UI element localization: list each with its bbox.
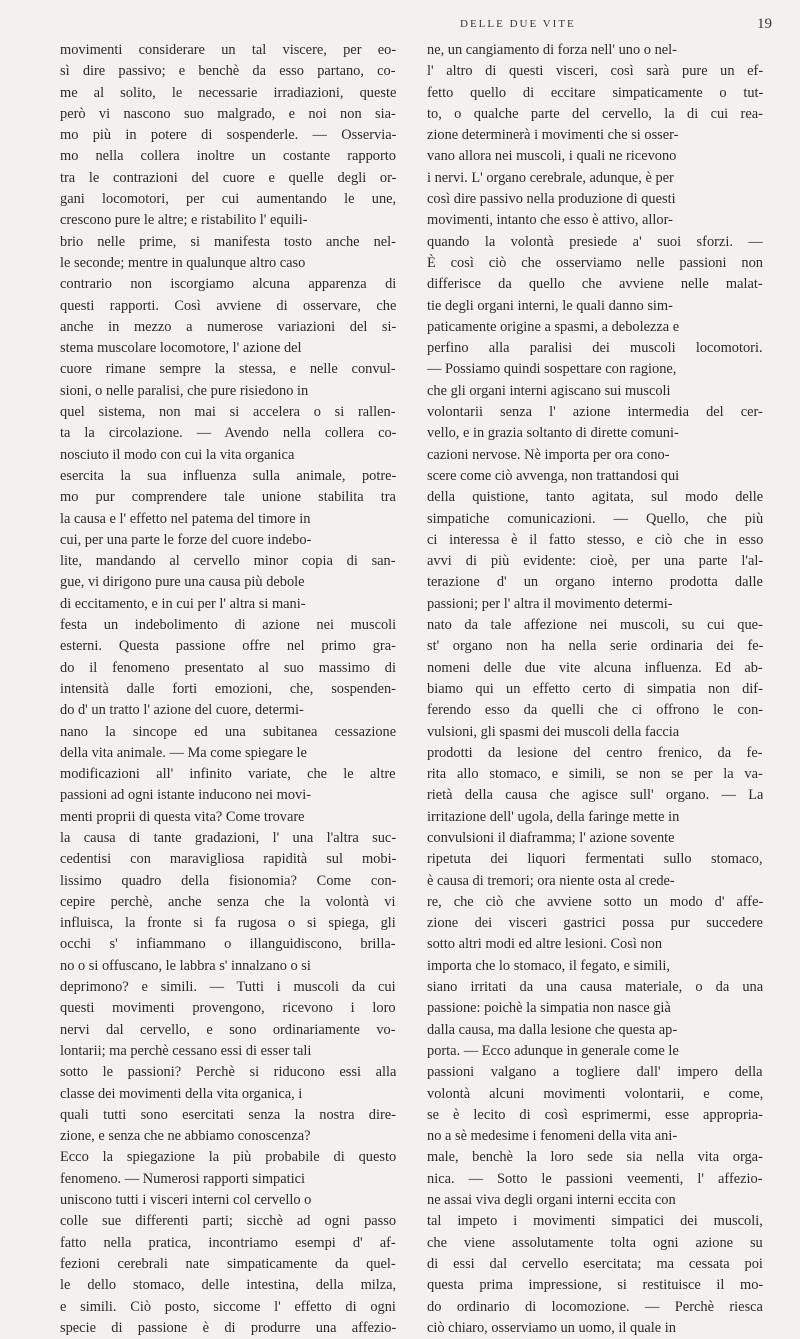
text-line: di eccitamento, e in cui per l' altra si mani- xyxy=(60,595,306,612)
text-line: dalla causa, ma dalla lesione che questa ap- xyxy=(427,1021,678,1038)
text-line: tra le contrazioni del cuore e quelle degli or- xyxy=(60,169,396,186)
text-line: nato da tale affezione nei muscoli, su cui que- xyxy=(427,617,763,634)
text-line: no a sè medesime i fenomeni della vita ani- xyxy=(427,1128,678,1145)
text-line: mo più in potere di sospenderle. — Osservia- xyxy=(60,127,396,144)
text-line: vulsioni, gli spasmi dei muscoli della faccia xyxy=(427,723,680,740)
text-line: modificazioni all' infinito variate, che le altre xyxy=(60,766,396,783)
text-line: cedentisi con maravigliosa rapidità sul mobi- xyxy=(60,851,396,868)
text-line: mo pur comprendere tale unione stabilita tra xyxy=(60,489,396,506)
text-line: fatto nella pratica, incontriamo esempi d' af- xyxy=(60,1234,396,1251)
text-line: nosciuto il modo con cui la vita organica xyxy=(60,446,295,463)
text-line: paticamente origine a spasmi, a debolezza e xyxy=(427,318,680,335)
text-line: simpatiche comunicazioni. — Quello, che più xyxy=(427,510,763,527)
text-line: colle sue differenti parti; sicchè ad ogni passo xyxy=(60,1213,396,1230)
text-line: contrario non iscorgiamo alcuna apparenza di xyxy=(60,276,396,293)
text-line: nano la sincope ed una subitanea cessazione xyxy=(60,723,396,740)
text-line: lissimo quadro della fisionomia? Come con- xyxy=(60,872,396,889)
text-line: menti proprii di questa vita? Come trovare xyxy=(60,808,305,825)
text-line: vano allora nei muscoli, i quali ne ricevono xyxy=(427,148,677,165)
text-line: tal impeto i movimenti simpatici dei muscoli, xyxy=(427,1213,763,1230)
text-line: la causa e l' effetto nel patema del timore in xyxy=(60,510,311,527)
text-line: sotto le passioni? Perchè si riducono essi alla xyxy=(60,1064,396,1081)
text-line: questa prima impressione, si restituisce il mo- xyxy=(427,1277,763,1294)
text-line: questi rapporti. Così avviene di osservare, che xyxy=(60,297,396,314)
running-title: DELLE DUE VITE xyxy=(460,18,576,30)
text-line: le dello stomaco, delle intestina, della milza, xyxy=(60,1277,396,1294)
text-line: ne assai viva degli organi interni eccita con xyxy=(427,1192,676,1209)
text-line: vello, e in grazia soltanto di dirette comuni- xyxy=(427,425,679,442)
text-line: mo nella collera inoltre un costante rapporto xyxy=(60,148,396,165)
text-line: rietà della causa che agisce sull' organo. — La xyxy=(427,787,763,804)
right-column xyxy=(427,40,763,1339)
text-line: così dire passivo nella produzione di questi xyxy=(427,191,676,208)
text-line: classe dei movimenti della vita organica, i xyxy=(60,1085,303,1102)
text-line: questi movimenti provengono, ricevono i loro xyxy=(60,1000,396,1017)
text-line: che viene assolutamente tolta ogni azione su xyxy=(427,1234,763,1251)
text-line: avvi di più evidente: cioè, per una parte l'al- xyxy=(427,553,763,570)
text-line: fezioni cerebrali nate simpaticamente da quel- xyxy=(60,1255,396,1272)
text-line: differisce da quello che avviene nelle malat- xyxy=(427,276,763,293)
text-line: do il fenomeno presentato al suo massimo di xyxy=(60,659,396,676)
text-line: i nervi. L' organo cerebrale, adunque, è per xyxy=(427,169,674,186)
text-line: gani locomotori, per cui aumentando le une, xyxy=(60,191,396,208)
text-line: della quistione, tanto agitata, sul modo delle xyxy=(427,489,763,506)
text-line: porta. — Ecco adunque in generale come le xyxy=(427,1042,679,1059)
text-line: sì dire passivo; e benchè da esso partano, co- xyxy=(60,63,396,80)
text-line: intensità dalle forti emozioni, che, sospenden- xyxy=(60,680,396,697)
text-line: passioni ad ogni istante inducono nei movi- xyxy=(60,787,311,804)
text-line: nomeni delle due vite alcuna influenza. Ed ab- xyxy=(427,659,763,676)
text-line: però vi nascono suo malgrado, e noi non sia- xyxy=(60,105,396,122)
running-head xyxy=(60,10,780,40)
text-line: scere come ciò avvenga, non trattandosi qui xyxy=(427,467,680,484)
text-line: irritazione dell' ugola, della faringe mette in xyxy=(427,808,680,825)
text-line: influisca, la fronte si fa rugosa o si spiega, gli xyxy=(60,915,396,932)
text-line: nervi dal cervello, e sono ordinariamente vo- xyxy=(60,1021,396,1038)
text-line: esercita la sua influenza sulla animale, potre- xyxy=(60,467,396,484)
text-line: la causa di tante gradazioni, l' una l'altra suc- xyxy=(60,829,396,846)
text-line: quali tutti sono esercitati senza la nostra dire- xyxy=(60,1106,396,1123)
text-line: e simili. Ciò posto, siccome l' effetto di ogni xyxy=(60,1298,396,1315)
text-line: volontarii senza l' azione intermedia del cer- xyxy=(427,404,763,421)
text-line: re, che ciò che avviene sotto un modo d' affe- xyxy=(427,893,763,910)
text-line: brio nelle prime, si manifesta tosto anche nel- xyxy=(60,233,396,250)
text-line: rita allo stomaco, e simili, se non se per la va- xyxy=(427,766,763,783)
text-line: zione dei visceri gastrici possa pur succedere xyxy=(427,915,763,932)
text-line: deprimono? e simili. — Tutti i muscoli da cui xyxy=(60,979,396,996)
text-line: che gli organi interni agiscano sui muscoli xyxy=(427,382,671,399)
text-line: cuore rimane sempre la stessa, e nelle convul- xyxy=(60,361,396,378)
text-line: fetto quello di eccitare simpaticamente o tut- xyxy=(427,84,763,101)
text-line: passioni; per l' altra il movimento determi- xyxy=(427,595,673,612)
text-line: quando la volontà presiede a' suoi sforzi. — xyxy=(427,233,763,250)
text-line: quel sistema, non mai si accelera o si rallen- xyxy=(60,404,396,421)
text-line: terazione d' un organo interno prodotta dalle xyxy=(427,574,763,591)
text-line: occhi s' infiammano o illanguidiscono, brilla- xyxy=(60,936,396,953)
text-line: siano irritati da una causa materiale, o da una xyxy=(427,979,763,996)
text-line: prodotti da lesione del centro frenico, da fe- xyxy=(427,744,763,761)
text-line: cui, per una parte le forze del cuore indebo- xyxy=(60,531,312,548)
text-line: cepire perchè, anche senza che la volontà vi xyxy=(60,893,396,910)
page-number: 19 xyxy=(757,16,772,32)
text-line: È così ciò che osserviamo nelle passioni non xyxy=(427,254,763,271)
text-line: male, benchè la loro sede sia nella vita orga- xyxy=(427,1149,763,1166)
text-line: sioni, o nelle paralisi, che pure risiedono in xyxy=(60,382,309,399)
text-line: specie di passione è di produrre una affezio- xyxy=(60,1319,396,1336)
text-line: lontarii; ma perchè cessano essi di esser tali xyxy=(60,1042,312,1059)
text-line: passione: poichè la simpatia non nasce già xyxy=(427,1000,671,1017)
text-line: zione, e senza che ne abbiamo conoscenza? xyxy=(60,1128,311,1145)
text-line: della vita animale. — Ma come spiegare le xyxy=(60,744,307,761)
text-line: stema muscolare locomotore, l' azione del xyxy=(60,340,302,357)
text-line: anche in mezzo a numerose variazioni del si- xyxy=(60,318,396,335)
text-line: ferendo esso da quelli che ci offrono le con- xyxy=(427,702,763,719)
text-line: tie degli organi interni, le quali danno sim- xyxy=(427,297,673,314)
text-line: convulsioni il diaframma; l' azione sovente xyxy=(427,829,675,846)
text-line: esterni. Questa passione offre nel primo gra- xyxy=(60,638,396,655)
text-line: ta la circolazione. — Avendo nella collera co- xyxy=(60,425,396,442)
text-columns xyxy=(60,40,780,1336)
text-line: no o si offuscano, le labbra s' innalzano o si xyxy=(60,957,311,974)
text-line: perfino alla paralisi dei muscoli locomotori. xyxy=(427,340,763,357)
text-line: le seconde; mentre in qualunque altro caso xyxy=(60,254,306,271)
text-line: uniscono tutti i visceri interni col cervello o xyxy=(60,1192,312,1209)
text-line: cazioni nervose. Nè importa per ora cono- xyxy=(427,446,670,463)
text-line: movimenti considerare un tal viscere, per eo- xyxy=(60,42,396,58)
text-line: è causa di tremori; ora niente osta al crede- xyxy=(427,872,675,889)
text-line: fenomeno. — Numerosi rapporti simpatici xyxy=(60,1170,305,1187)
text-line: Ecco la spiegazione la più probabile di questo xyxy=(60,1149,396,1166)
text-line: di essi dal cervello esercitata; ma cessata poi xyxy=(427,1255,763,1272)
text-line: ne, un cangiamento di forza nell' uno o nel- xyxy=(427,42,677,58)
text-line: me al solito, le necessarie irradiazioni, queste xyxy=(60,84,396,101)
text-line: importa che lo stomaco, il fegato, e simili, xyxy=(427,957,670,974)
text-line: passioni valgano a togliere dall' impero della xyxy=(427,1064,763,1081)
text-line: l' altro di questi visceri, così sarà pure un ef- xyxy=(427,63,763,80)
text-line: volontà alcuni movimenti volontarii, e come, xyxy=(427,1085,763,1102)
text-line: crescono pure le altre; e ristabilito l' equili- xyxy=(60,212,308,229)
text-line: biamo qui un effetto certo di simpatia non dif- xyxy=(427,680,763,697)
text-line: sotto altri modi ed altre lesioni. Così non xyxy=(427,936,663,953)
text-line: movimenti, intanto che esso è attivo, allor- xyxy=(427,212,673,229)
text-line: ci interessa è il fatto stesso, e ciò che in esso xyxy=(427,531,763,548)
text-line: st' organo non ha nella serie ordinaria dei fe- xyxy=(427,638,763,655)
text-line: zione determinerà i movimenti che si osser- xyxy=(427,127,679,144)
text-line: to, o qualche parte del cervello, la di cui rea- xyxy=(427,105,763,122)
text-line: se è lecito di così esprimermi, esse appropria- xyxy=(427,1106,763,1123)
text-line: — Possiamo quindi sospettare con ragione, xyxy=(427,361,677,378)
text-line: ciò chiaro, osserviamo un uomo, il quale in xyxy=(427,1319,676,1336)
text-line: lite, mandando al cervello minor copia di san- xyxy=(60,553,396,570)
text-line: do d' un tratto l' azione del cuore, determi- xyxy=(60,702,304,719)
text-line: nica. — Sotto le passioni veementi, l' affezio- xyxy=(427,1170,763,1187)
text-line: ripetuta dei liquori fermentati sullo stomaco, xyxy=(427,851,763,868)
text-line: gue, vi dirigono pure una causa più debole xyxy=(60,574,305,591)
left-column xyxy=(60,40,396,1339)
text-line: festa un indebolimento di azione nei muscoli xyxy=(60,617,396,634)
text-line: do ordinario di locomozione. — Perchè riesca xyxy=(427,1298,763,1315)
